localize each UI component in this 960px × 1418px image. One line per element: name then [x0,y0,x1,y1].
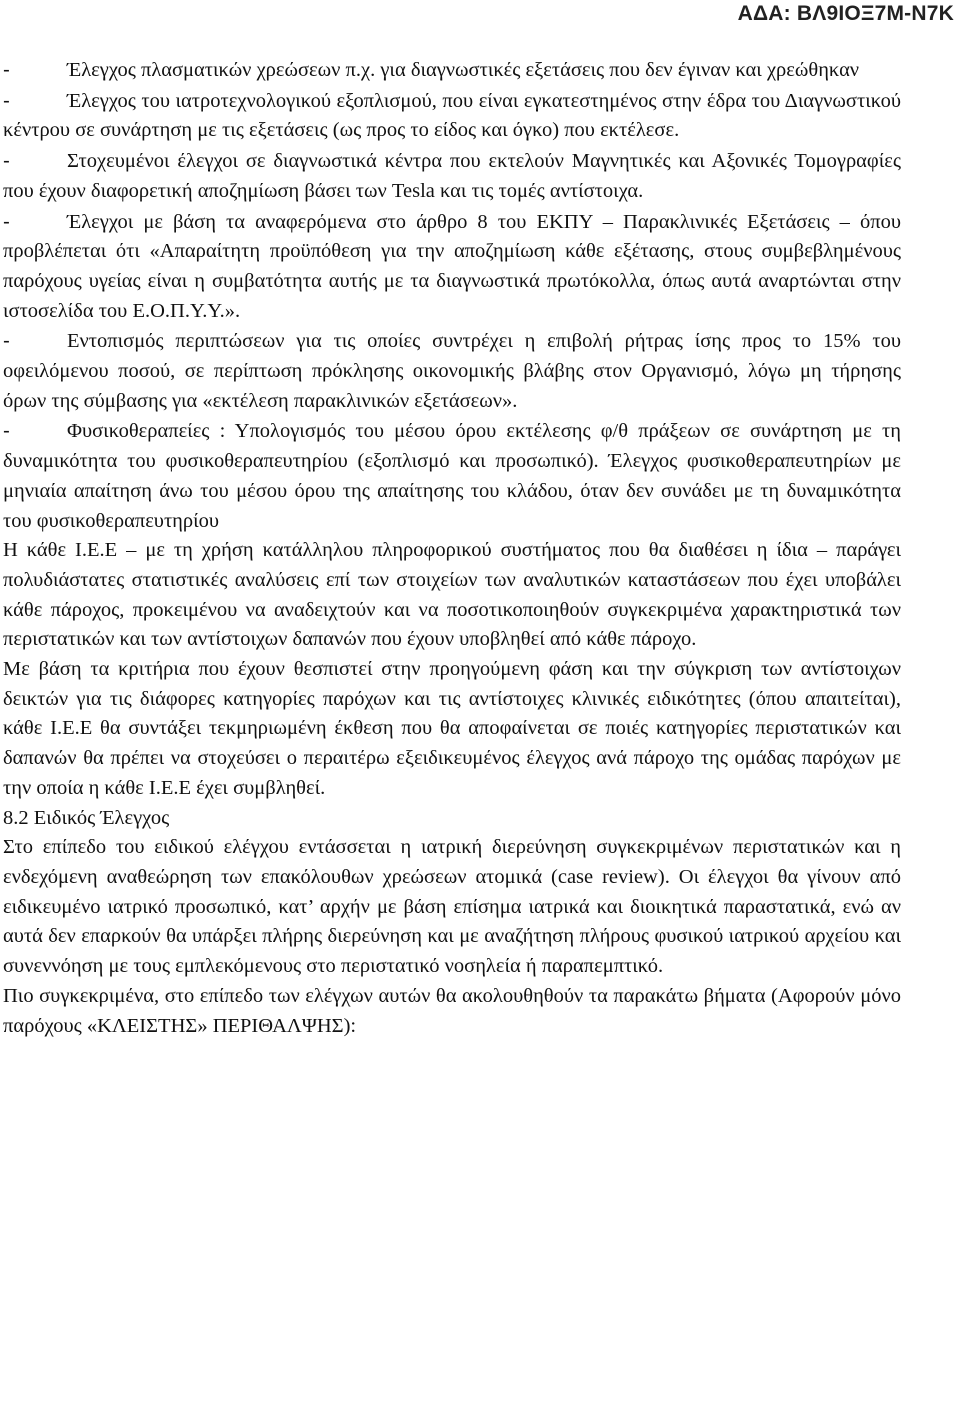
bullet-text: Έλεγχος πλασματικών χρεώσεων π.χ. για διαγνωστικές εξετάσεις που δεν έγιναν και χρεώθηκαν [67,59,860,81]
bullet-text: Φυσικοθεραπείες : Υπολογισμός του μέσου όρου εκτέλεσης φ/θ πράξεων σε συνάρτηση με τη δυναμικότητα του φυσικοθεραπευτηρίου (εξοπλισμό και προσωπικό). Έλεγχος φυσικοθεραπευτηρίων με μηνιαία απαίτηση άνω του μέσου όρου της απαίτησης του κλάδου, όταν δεν συνάδει με τη δυναμικότητα του φυσικοθεραπευτηρίου [3,420,901,532]
bullet-item-1 [3,55,901,86]
paragraph-criteria-report: Με βάση τα κριτήρια που έχουν θεσπιστεί στην προηγούμενη φάση και την σύγκριση των αντίστοιχων δεικτών για τις διάφορες κατηγορίες παρόχων και τις αντίστοιχες κλινικές ειδικότητες (όπου απαιτείται), κάθε Ι.Ε.Ε θα συντάξει τεκμηριωμένη έκθεση που θα αποφαίνεται σε ποιές κατηγορίες περιστατικών και δαπανών θα πρέπει να στοχεύσει ο περαιτέρω εξειδικευμένος έλεγχος ανά πάροχο της ομάδας παρόχων με την οποία η κάθε Ι.Ε.Ε έχει συμβληθεί. [3,658,901,799]
bullet-item-6 [3,416,901,536]
dash-marker: - [3,88,10,112]
bullet-text: Έλεγχοι με βάση τα αναφερόμενα στο άρθρο 8 του ΕΚΠΥ – Παρακλινικές Εξετάσεις – όπου προβλέπεται ότι «Απαραίτητη προϋπόθεση για την αποζημίωση κάθε εξέτασης, στους συμβεβλημένους παρόχους υγείας είναι η συμβατότητα αυτής με τα διαγνωστικά πρωτόκολλα, όπως αυτά αναρτώνται στην ιστοσελίδα του Ε.Ο.Π.Υ.Υ.». [3,210,901,322]
paragraph-steps-intro: Πιο συγκεκριμένα, στο επίπεδο των ελέγχων αυτών θα ακολουθηθούν τα παρακάτω βήματα (Αφορούν μόνο παρόχους «ΚΛΕΙΣΤΗΣ» ΠΕΡΙΘΑΛΨΗΣ): [3,984,901,1037]
bullet-text: Στοχευμένοι έλεγχοι σε διαγνωστικά κέντρα που εκτελούν Μαγνητικές και Αξονικές Τομογραφίες που έχουν διαφορετική αποζημίωση βάσει των Tesla και τις τομές αντίστοιχα. [3,150,901,202]
ada-code: ΑΔΑ: ΒΛ9ΙΟΞ7Μ-Ν7Κ [737,2,954,25]
bullet-item-3 [3,146,901,206]
bullet-text: Έλεγχος του ιατροτεχνολογικού εξοπλισμού, που είναι εγκατεστημένος στην έδρα του Διαγνωστικού κέντρου σε συνάρτηση με τις εξετάσεις (ως προς το είδος και όγκο) που εκτέλεσε. [3,89,901,142]
dash-marker: - [3,209,10,233]
dash-marker: - [3,419,10,443]
bullet-item-2 [3,86,901,146]
dash-marker: - [3,58,10,81]
paragraph-special-control: Στο επίπεδο του ειδικού ελέγχου εντάσσεται η ιατρική διερεύνηση συγκεκριμένων περιστατικών και η ενδεχόμενη αναθεώρηση των επακόλουθων χρεώσεων ατομικά (case review). Οι έλεγχοι θα γίνουν από ειδικευμένο ιατρικό προσωπικό, κατ’ αρχήν με βάση επίσημα ιατρικά και διοικητικά παραστατικά, ενώ αν αυτά δεν επαρκούν θα υπάρξει πλήρης διερεύνηση και με αναζήτηση πλήρους φυσικού ιατρικού αρχείου και συνεννόηση με τους εμπλεκόμενους στο περιστατικό νοσηλεία ή παραπεμπτικό. [3,836,901,978]
bullet-item-4 [3,207,901,327]
document-body [3,55,901,1041]
paragraph-statistical-analysis: Η κάθε Ι.Ε.Ε – με τη χρήση κατάλληλου πληροφορικού συστήματος που θα διαθέσει η ίδια – παράγει πολυδιάστατες στατιστικές αναλύσεις επί των στοιχείων των αναλυτικών καταστάσεων που έχει υποβάλει κάθε πάροχος, προκειμένου να αναδειχτούν και να ποσοτικοποιηθούν συγκεκριμένα χαρακτηριστικά των περιστατικών και των αντίστοιχων δαπανών που έχουν υποβληθεί από κάθε πάροχο. [3,539,901,651]
bullet-item-5 [3,326,901,416]
dash-marker: - [3,149,10,173]
bullet-text: Εντοπισμός περιπτώσεων για τις οποίες συντρέχει η επιβολή ρήτρας ίσης προς το 15% του οφειλόμενου ποσού, σε περίπτωση πρόκλησης οικονομικής βλάβης στον Οργανισμό, λόγω μη τήρησης όρων της σύμβασης για «εκτέλεση παρακλινικών εξετάσεων». [3,330,901,412]
dash-marker: - [3,329,10,353]
section-heading: 8.2 Ειδικός Έλεγχος [3,806,170,829]
